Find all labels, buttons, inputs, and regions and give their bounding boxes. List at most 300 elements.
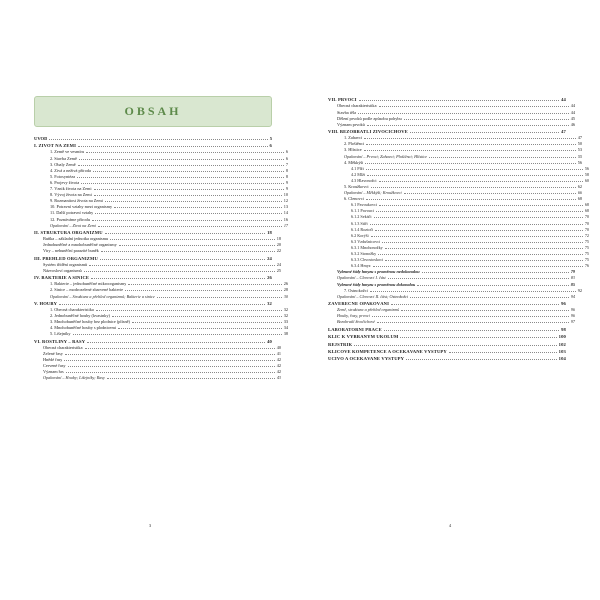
toc-entry-label: 6.3 Vzdušnicovci	[351, 239, 381, 244]
toc-entry-label: Obecná charakteristika	[43, 345, 83, 350]
toc-entry-page: 50	[577, 141, 582, 147]
toc-entry-page: 79	[570, 269, 575, 275]
toc-entry-label: 2. Jednobuněčné houby (kvasinky)	[50, 314, 110, 319]
toc-entry-label: 2. Ploštěnci	[344, 142, 365, 147]
toc-entry[interactable]	[328, 179, 589, 184]
toc-entry[interactable]	[34, 224, 288, 229]
toc-entry-label: KLÍČOVÉ KOMPETENCE A OČEKÁVANÉ VÝSTUPY	[328, 349, 447, 354]
toc-leader-dots	[388, 278, 569, 279]
toc-entry-page: 76	[584, 263, 589, 269]
toc-entry-page: 40	[276, 344, 281, 350]
toc-entry-page: 60	[584, 177, 589, 183]
page-number-left: 3	[148, 523, 152, 528]
toc-leader-dots	[64, 360, 274, 361]
toc-entry-label: 1. Obecná charakteristika	[50, 308, 94, 313]
toc-entry-label: ÚVOD	[34, 137, 48, 141]
toc-entry[interactable]	[34, 181, 288, 186]
toc-entry[interactable]	[328, 155, 582, 160]
toc-entry[interactable]	[34, 314, 288, 319]
toc-entry[interactable]	[328, 167, 589, 172]
toc-entry-page: 26	[267, 275, 272, 281]
toc-entry-label: 7. Ostnokožci	[344, 288, 368, 293]
toc-leader-dots	[376, 211, 583, 212]
toc-leader-dots	[49, 139, 267, 140]
toc-entry-page: 68	[584, 208, 589, 214]
toc-entry[interactable]	[34, 282, 288, 287]
toc-entry-page: 58	[584, 171, 589, 177]
toc-entry[interactable]	[328, 148, 582, 153]
toc-leader-dots	[374, 217, 583, 218]
toc-leader-dots	[81, 183, 284, 184]
toc-leader-dots	[379, 106, 569, 107]
toc-list-right	[328, 97, 589, 362]
toc-entry-label: 5. Kroužkovci	[344, 185, 369, 189]
toc-entry-page: 14	[283, 210, 288, 216]
toc-entry[interactable]	[34, 199, 288, 204]
toc-leader-dots	[132, 322, 282, 323]
toc-entry-label: Význam řas	[43, 370, 64, 375]
toc-leader-dots	[98, 226, 282, 227]
toc-leader-dots	[449, 352, 557, 353]
toc-entry-label: 6.3.1 Mnohonožky	[351, 245, 383, 250]
toc-entry-label: 6.1.1 Pavouci	[351, 209, 374, 214]
toc-entry-page: 45	[570, 115, 575, 121]
toc-entry[interactable]	[34, 332, 288, 337]
toc-entry-label: VI. ROSTLINY – ŘASY	[34, 339, 86, 344]
toc-entry[interactable]	[328, 197, 582, 202]
toc-leader-dots	[358, 113, 569, 114]
toc-left-page	[0, 96, 300, 516]
toc-leader-dots	[359, 100, 559, 101]
toc-entry-page: 6	[269, 143, 272, 149]
toc-leader-dots	[92, 220, 282, 221]
toc-entry-label: UČIVO A OČEKÁVANÉ VÝSTUPY	[328, 357, 405, 362]
page-number-right: 4	[448, 523, 452, 528]
toc-entry[interactable]	[34, 257, 272, 262]
toc-leader-dots	[95, 213, 281, 214]
toc-entry-page: 6	[285, 149, 288, 155]
toc-entry[interactable]	[34, 237, 281, 242]
toc-entry-label: V. HOUBY	[34, 301, 58, 306]
toc-leader-dots	[417, 285, 568, 286]
toc-entry[interactable]	[328, 314, 575, 319]
toc-entry-label: 6. Členovci	[344, 197, 364, 202]
toc-entry-label: 4.2 Mlži	[351, 172, 366, 177]
toc-leader-dots	[379, 205, 583, 206]
toc-entry[interactable]	[34, 187, 288, 192]
toc-leader-dots	[382, 242, 583, 243]
toc-leader-dots	[367, 175, 583, 176]
toc-entry[interactable]	[328, 350, 566, 355]
toc-entry[interactable]	[34, 263, 281, 268]
toc-entry[interactable]	[328, 264, 589, 269]
toc-entry-label: 7. Vznik života na Zemi	[50, 187, 92, 192]
toc-entry[interactable]	[328, 161, 582, 166]
toc-entry-page: 7	[285, 161, 288, 167]
toc-entry-label: Hnědé řasy	[43, 358, 63, 363]
toc-entry-page: 12	[283, 198, 288, 204]
toc-leader-dots	[100, 259, 265, 260]
toc-leader-dots	[107, 378, 275, 379]
toc-entry-page: 47	[577, 135, 582, 141]
toc-entry-page: 68	[577, 196, 582, 202]
toc-entry[interactable]	[328, 320, 575, 325]
toc-leader-dots	[66, 372, 275, 373]
toc-entry[interactable]	[34, 205, 288, 210]
toc-entry-page: 102	[558, 341, 566, 347]
toc-entry-page: 92	[577, 287, 582, 293]
toc-entry[interactable]	[34, 157, 288, 162]
toc-leader-dots	[110, 239, 275, 240]
toc-entry-page: 6	[285, 155, 288, 161]
toc-leader-dots	[364, 138, 576, 139]
toc-entry[interactable]	[328, 104, 575, 109]
toc-entry[interactable]	[328, 136, 582, 141]
toc-entry-page: 96	[561, 301, 566, 307]
toc-leader-dots	[112, 316, 282, 317]
toc-entry-page: 30	[283, 293, 288, 299]
toc-leader-dots	[77, 177, 284, 178]
toc-leader-dots	[78, 165, 284, 166]
toc-entry-page: 34	[283, 325, 288, 331]
toc-entry[interactable]	[34, 320, 288, 325]
toc-entry-page: 75	[584, 257, 589, 263]
toc-leader-dots	[68, 366, 275, 367]
toc-entry[interactable]	[328, 289, 582, 294]
toc-entry-page: 96	[570, 313, 575, 319]
toc-entry[interactable]	[328, 209, 589, 214]
toc-leader-dots	[384, 330, 559, 331]
toc-entry-label: 2. Sinice – modrozelené zbarvené bakterie	[50, 288, 124, 293]
toc-entry-label: 2. Stavba Země	[50, 156, 77, 161]
toc-entry[interactable]	[34, 150, 288, 155]
toc-leader-dots	[377, 322, 569, 323]
toc-entry[interactable]	[328, 283, 575, 288]
toc-leader-dots	[65, 354, 275, 355]
toc-entry-page: 85	[570, 281, 575, 287]
toc-entry-page: 75	[584, 238, 589, 244]
toc-entry-page: 8	[285, 167, 288, 173]
toc-entry[interactable]	[34, 175, 288, 180]
toc-entry-label: Bezobratlí živočichové	[337, 320, 376, 325]
toc-entry[interactable]	[328, 335, 566, 340]
toc-entry[interactable]	[328, 98, 566, 103]
toc-entry-page: 72	[584, 232, 589, 238]
toc-entry-label: Opakování – Život na Zemi	[50, 223, 96, 228]
toc-entry-label: Systém třídění organismů	[43, 262, 88, 267]
toc-entry[interactable]	[328, 302, 566, 307]
toc-entry-label: Názvosloví organismů	[43, 268, 82, 273]
toc-entry[interactable]	[328, 228, 589, 233]
toc-leader-dots	[410, 132, 559, 133]
toc-entry[interactable]	[328, 328, 566, 333]
toc-entry[interactable]	[34, 211, 288, 216]
toc-entry-page: 56	[577, 159, 582, 165]
toc-entry[interactable]	[328, 270, 575, 275]
toc-entry-page: 28	[283, 287, 288, 293]
toc-entry[interactable]	[328, 203, 589, 208]
toc-entry-label: 6.1.4 Roztoči	[351, 227, 374, 232]
toc-leader-dots	[406, 359, 557, 360]
toc-entry[interactable]	[34, 295, 288, 300]
toc-entry-label: 3. Mnohobuněčné houby bez plodnice (plísně)	[50, 320, 130, 325]
toc-entry[interactable]	[34, 288, 288, 293]
toc-entry-label: Opakování – Členovci I. část	[337, 276, 386, 281]
toc-entry-page: 10	[283, 192, 288, 198]
toc-entry[interactable]	[34, 302, 272, 307]
toc-entry-page: 42	[276, 363, 281, 369]
toc-entry-label: 4. Měkkýši	[344, 160, 364, 165]
toc-entry-page: 62	[577, 184, 582, 189]
toc-entry[interactable]	[34, 376, 281, 381]
toc-entry-label: Země, struktura a přehled organizmů	[337, 308, 400, 313]
toc-entry-page: 53	[577, 147, 582, 153]
toc-entry[interactable]	[328, 295, 575, 300]
toc-entry-label: 10. Potravní vztahy mezi organismy	[50, 205, 113, 210]
toc-leader-dots	[400, 337, 556, 338]
obsah-title: OBSAH	[124, 104, 182, 118]
toc-leader-dots	[404, 119, 569, 120]
toc-entry-page: 42	[276, 357, 281, 363]
toc-leader-dots	[86, 152, 284, 153]
toc-entry-label: 6.1 Pavoukovci	[351, 203, 378, 208]
toc-entry-label: 4. Mnohobuněčné houby s plodnicemi	[50, 326, 116, 331]
toc-leader-dots	[371, 187, 576, 188]
toc-entry[interactable]	[328, 252, 589, 257]
toc-entry-label: Jednobuněčné a mnohobuněčné organismy	[43, 243, 117, 248]
toc-entry[interactable]	[328, 142, 582, 147]
toc-leader-dots	[371, 236, 583, 237]
toc-entry-page: 75	[584, 251, 589, 257]
toc-entry-label: Opakování – Měkkýši; Kroužkovci	[344, 191, 402, 196]
toc-entry-page: 32	[267, 300, 272, 306]
toc-entry[interactable]	[328, 173, 589, 178]
toc-leader-dots	[385, 260, 583, 261]
toc-leader-dots	[429, 157, 576, 158]
toc-entry-page: 96	[570, 307, 575, 313]
toc-entry[interactable]	[328, 357, 566, 362]
toc-leader-dots	[101, 251, 275, 252]
toc-entry-page: 32	[283, 307, 288, 313]
toc-entry[interactable]	[328, 240, 589, 245]
toc-leader-dots	[370, 224, 583, 225]
toc-right-page	[300, 96, 600, 516]
toc-leader-dots	[128, 284, 281, 285]
toc-entry-label: 6.3.2 Stonožky	[351, 252, 377, 257]
toc-entry-page: 97	[570, 319, 575, 325]
toc-entry[interactable]	[328, 185, 582, 190]
toc-entry-label: Opakování – Členovci II. část; Ostnokožci	[337, 294, 409, 299]
toc-entry-label: Vybrané řády hmyzu s proměnou dokonalou	[337, 282, 416, 287]
toc-entry-page: 24	[267, 255, 272, 261]
toc-entry[interactable]	[328, 123, 575, 128]
toc-leader-dots	[372, 316, 569, 317]
toc-entry[interactable]	[328, 130, 566, 135]
toc-entry[interactable]	[328, 276, 575, 281]
toc-leader-dots	[378, 254, 583, 255]
toc-entry-page: 42	[276, 369, 281, 375]
toc-entry[interactable]	[34, 231, 272, 236]
toc-entry-page: 9	[285, 186, 288, 192]
toc-entry-page: 18	[276, 236, 281, 242]
toc-leader-dots	[366, 144, 576, 145]
toc-entry-page: 70	[584, 226, 589, 232]
toc-entry-page: 104	[558, 356, 566, 362]
toc-entry-label: 3. Hlístice	[344, 148, 362, 153]
toc-entry-label: 1. Bakterie – jednobuněčné mikroorganismy	[50, 282, 127, 287]
toc-entry[interactable]	[34, 218, 288, 223]
toc-leader-dots	[379, 181, 583, 182]
toc-entry[interactable]	[328, 258, 589, 263]
toc-entry-page: 47	[561, 129, 566, 135]
toc-entry-label: II. STRUKTURA ORGANIZMŮ	[34, 231, 103, 235]
toc-entry[interactable]	[328, 111, 575, 116]
toc-leader-dots	[375, 230, 582, 231]
toc-entry-label: 3. Obaly Země	[50, 162, 76, 167]
toc-entry-page: 98	[561, 326, 566, 332]
toc-entry[interactable]	[34, 308, 288, 313]
toc-entry-page: 25	[276, 267, 281, 273]
toc-entry-page: 33	[283, 319, 288, 325]
toc-leader-dots	[364, 150, 576, 151]
toc-entry-label: Vybrané řády hmyzu s proměnou nedokonalou	[337, 270, 420, 275]
toc-entry-page: 40	[267, 338, 272, 344]
toc-entry-page: 68	[584, 202, 589, 208]
toc-entry-label: Dělení prvoků podle způsobu pohybu	[337, 116, 402, 121]
toc-entry[interactable]	[34, 243, 281, 248]
toc-entry-label: 1. Země ve vesmíru	[50, 150, 85, 155]
toc-entry-page: 70	[584, 220, 589, 226]
toc-entry-page: 70	[584, 214, 589, 220]
toc-entry-label: I. ŽIVOT NA ZEMI	[34, 144, 77, 149]
toc-entry-label: 4.1 Plži	[351, 166, 364, 171]
toc-entry-label: 6.1.3 Štíři	[351, 221, 368, 226]
toc-entry-page: 32	[283, 313, 288, 319]
toc-entry-label: Červené řasy	[43, 364, 66, 369]
toc-entry[interactable]	[34, 137, 272, 142]
toc-entry-label: Viry – nebuněční parazité buněk	[43, 249, 99, 254]
toc-entry[interactable]	[328, 222, 589, 227]
toc-entry[interactable]	[34, 276, 272, 281]
toc-leader-dots	[385, 248, 583, 249]
toc-entry[interactable]	[34, 340, 272, 345]
toc-entry-label: 6.3.4 Hmyz	[351, 264, 371, 269]
toc-entry-label: 5. Lišejníky	[50, 332, 71, 337]
toc-entry-label: VIII. BEZOBRATLÍ ŽIVOČICHOVÉ	[328, 130, 408, 135]
toc-leader-dots	[370, 291, 576, 292]
toc-entry[interactable]	[34, 352, 281, 357]
toc-entry-label: III. PŘEHLED ORGANIZMŮ	[34, 256, 98, 261]
toc-entry[interactable]	[328, 308, 575, 313]
toc-entry[interactable]	[34, 370, 281, 375]
toc-entry[interactable]	[34, 169, 288, 174]
toc-leader-dots	[367, 125, 569, 126]
toc-entry[interactable]	[328, 215, 589, 220]
table-of-contents-spread	[0, 96, 600, 516]
toc-entry-page: 22	[276, 248, 281, 254]
toc-entry-label: IV. BAKTERIE A SINICE	[34, 276, 90, 281]
toc-leader-dots	[401, 310, 569, 311]
toc-entry[interactable]	[34, 326, 288, 331]
toc-entry-label: 4. Živá a neživá příroda	[50, 168, 91, 173]
toc-entry-label: 5. Fotosyntéza	[50, 174, 76, 179]
toc-leader-dots	[391, 304, 559, 305]
toc-leader-dots	[354, 345, 556, 346]
toc-entry-label: Opakování – Houby; Lišejníky; Řasy	[43, 376, 105, 381]
toc-entry[interactable]	[34, 163, 288, 168]
toc-entry-page: 38	[283, 331, 288, 337]
toc-entry-label: ZÁVĚREČNÉ OPAKOVÁNÍ	[328, 302, 390, 307]
toc-leader-dots	[93, 171, 284, 172]
toc-leader-dots	[366, 169, 583, 170]
toc-entry-label: 4.3 Hlavonožci	[351, 178, 377, 183]
toc-entry-page: 83	[570, 275, 575, 281]
toc-leader-dots	[79, 159, 284, 160]
toc-entry-page: 24	[276, 261, 281, 267]
toc-entry-label: Obecná charakteristika	[337, 104, 377, 109]
toc-entry-page: 44	[561, 97, 566, 103]
toc-entry[interactable]	[34, 364, 281, 369]
toc-entry-page: 13	[283, 204, 288, 210]
toc-leader-dots	[89, 265, 275, 266]
toc-entry-label: 8. Vývoj života na Zemi	[50, 193, 92, 198]
toc-entry-label: Zelené řasy	[43, 351, 63, 356]
toc-entry-page: 66	[577, 190, 582, 196]
toc-entry[interactable]	[34, 193, 288, 198]
toc-leader-dots	[105, 233, 265, 234]
toc-leader-dots	[410, 297, 569, 298]
toc-entry-page: 100	[558, 334, 566, 340]
toc-entry-label: 6.1.2 Sekáči	[351, 215, 372, 220]
toc-leader-dots	[87, 342, 265, 343]
obsah-heading-banner	[34, 96, 272, 127]
toc-entry[interactable]	[328, 246, 589, 251]
toc-leader-dots	[373, 266, 583, 267]
toc-leader-dots	[96, 310, 282, 311]
toc-entry[interactable]	[328, 191, 582, 196]
toc-entry[interactable]	[34, 144, 272, 149]
toc-leader-dots	[94, 195, 282, 196]
toc-entry[interactable]	[328, 117, 575, 122]
toc-entry-label: 11. Další potravní vztahy	[50, 211, 94, 216]
toc-leader-dots	[59, 304, 265, 305]
toc-leader-dots	[73, 334, 282, 335]
toc-entry-label: VII. PRVOCI	[328, 98, 357, 103]
toc-entry-page: 17	[283, 222, 288, 228]
toc-entry-label: 6. Projevy života	[50, 180, 80, 185]
toc-entry-label: 6.3.3 Chvostoskoci	[351, 258, 384, 263]
toc-entry-label: 1. Žahavci	[344, 136, 363, 141]
toc-list-left	[34, 136, 288, 381]
toc-entry[interactable]	[34, 249, 281, 254]
toc-entry-label: LABORATORNÍ PRÁCE	[328, 327, 382, 332]
toc-entry-label: REJSTŘÍK	[328, 342, 353, 347]
toc-entry-label: 9. Rozmanitost života na Zemi	[50, 199, 103, 204]
toc-entry-page: 41	[276, 350, 281, 356]
toc-leader-dots	[94, 189, 284, 190]
toc-entry[interactable]	[34, 346, 281, 351]
toc-entry-label: 12. Poznáváme přírodu	[50, 217, 90, 222]
toc-entry-page: 20	[276, 242, 281, 248]
toc-entry[interactable]	[34, 269, 281, 274]
toc-entry-page: 55	[577, 153, 582, 159]
toc-entry-page: 18	[267, 230, 272, 235]
toc-entry[interactable]	[34, 358, 281, 363]
toc-entry[interactable]	[328, 343, 566, 348]
toc-entry[interactable]	[328, 234, 589, 239]
toc-leader-dots	[78, 146, 268, 147]
toc-entry-page: 103	[558, 348, 566, 354]
